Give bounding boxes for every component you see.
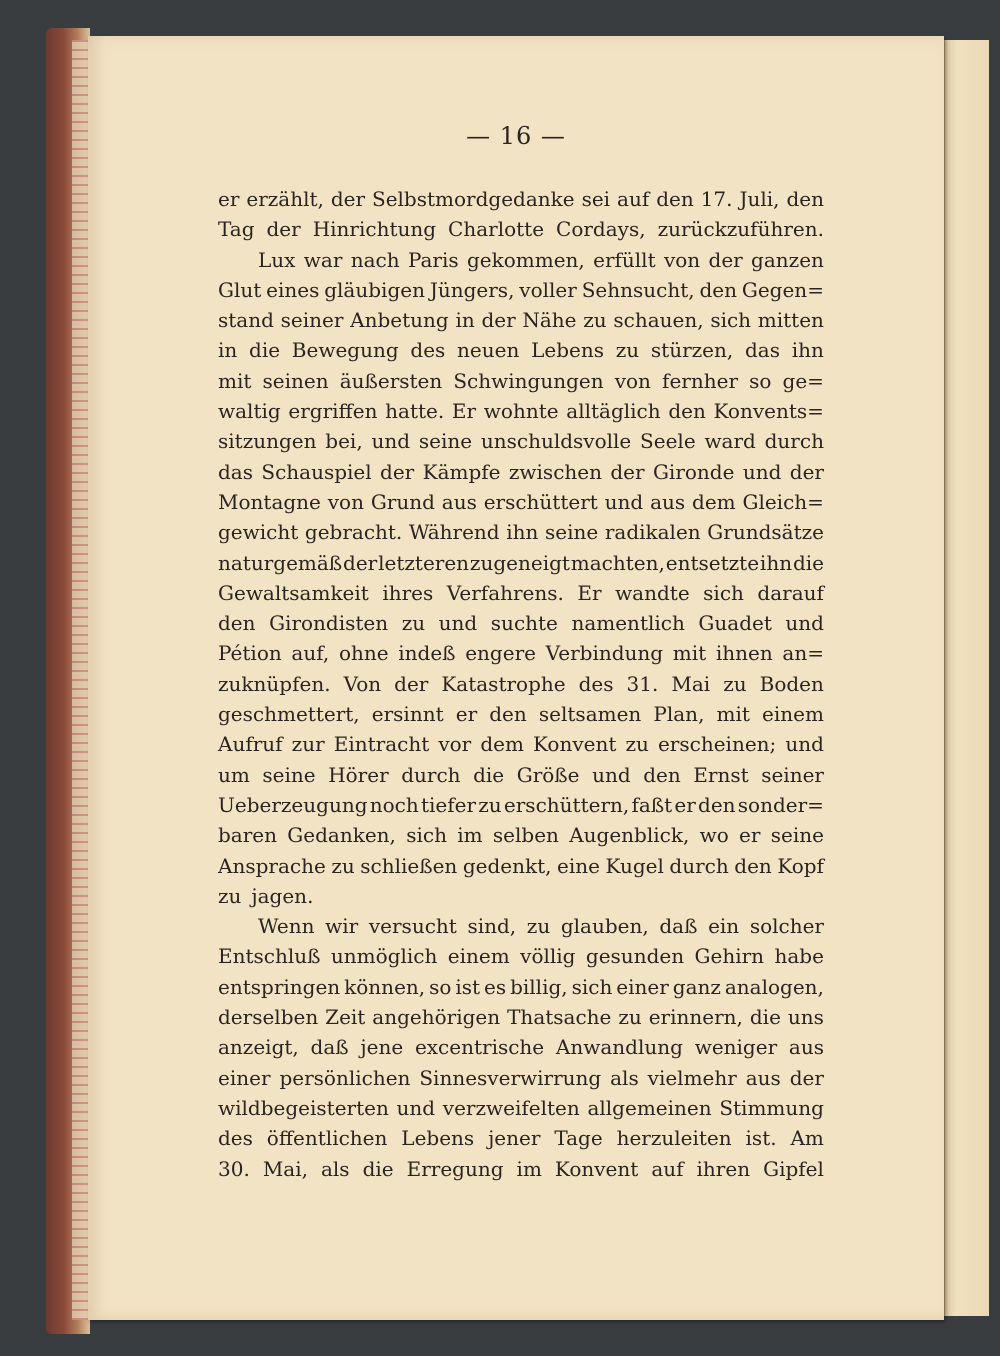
text-line: anzeigt, daß jene excentrische Anwandlung weniger aus	[218, 1035, 824, 1060]
text-line: Lux war nach Paris gekommen, erfüllt von der ganzen	[258, 247, 824, 272]
text-line: naturgemäß der letzteren zugeneigt machten, entsetzte ihn die	[218, 550, 824, 575]
book-page	[88, 36, 944, 1320]
text-line: Ansprache zu schließen gedenkt, eine Kugel durch den Kopf	[218, 853, 824, 878]
text-line: zu jagen.	[218, 883, 314, 908]
text-line: einer persönlichen Sinnesverwirrung als vielmehr aus der	[218, 1065, 824, 1090]
text-line: Aufruf zur Eintracht vor dem Konvent zu erscheinen; und	[218, 732, 824, 757]
text-line: er erzählt, der Selbstmordgedanke sei auf den 17. Juli, den	[218, 187, 824, 211]
text-line: Glut eines gläubigen Jüngers, voller Sehnsucht, den Gegen=	[218, 277, 824, 302]
text-line: Ueberzeugung noch tiefer zu erschüttern, faßt er den sonder=	[218, 792, 824, 817]
text-line: baren Gedanken, sich im selben Augenblick, wo er seine	[218, 823, 824, 848]
text-line: Pétion auf, ohne indeß engere Verbindung mit ihnen an=	[218, 641, 824, 666]
text-line: den Girondisten zu und suchte namentlich Guadet und	[218, 611, 824, 636]
next-page-edge	[944, 40, 989, 1316]
text-line: gewicht gebracht. Während ihn seine radikalen Grundsätze	[218, 520, 824, 545]
text-line: das Schauspiel der Kämpfe zwischen der Gironde und der	[218, 459, 824, 484]
text-line: sitzungen bei, und seine unschuldsvolle Seele ward durch	[218, 429, 824, 454]
text-line: mit seinen äußersten Schwingungen von fernher so ge=	[218, 368, 824, 393]
text-line: wildbegeisterten und verzweifelten allgemeinen Stimmung	[218, 1095, 824, 1120]
text-line: Entschluß unmöglich einem völlig gesunden Gehirn habe	[218, 944, 824, 969]
text-line: Gewaltsamkeit ihres Verfahrens. Er wandte sich darauf	[218, 580, 824, 605]
text-line: zuknüpfen. Von der Katastrophe des 31. Mai zu Boden	[218, 671, 824, 696]
text-line: entspringen können, so ist es billig, sich einer ganz analogen,	[218, 974, 824, 999]
text-line: stand seiner Anbetung in der Nähe zu schauen, sich mitten	[218, 308, 824, 333]
text-line: geschmettert, ersinnt er den seltsamen Plan, mit einem	[218, 702, 824, 727]
text-line: derselben Zeit angehörigen Thatsache zu erinnern, die uns	[218, 1005, 824, 1030]
text-line: Montagne von Grund aus erschüttert und aus dem Gleich=	[218, 489, 824, 514]
text-line: waltig ergriffen hatte. Er wohnte alltäglich den Konvents=	[218, 399, 824, 424]
text-line: Tag der Hinrichtung Charlotte Cordays, zurückzuführen.	[218, 217, 824, 242]
text-line: um seine Hörer durch die Größe und den Ernst seiner	[218, 762, 824, 787]
page-number: — 16 —	[466, 122, 566, 150]
text-line: des öffentlichen Lebens jener Tage herzuleiten ist. Am	[218, 1126, 824, 1151]
text-line: 30. Mai, als die Erregung im Konvent auf ihren Gipfel	[218, 1156, 824, 1181]
body-text	[218, 184, 824, 1184]
text-line: Wenn wir versucht sind, zu glauben, daß ein solcher	[258, 914, 824, 939]
text-line: in die Bewegung des neuen Lebens zu stürzen, das ihn	[218, 338, 824, 363]
